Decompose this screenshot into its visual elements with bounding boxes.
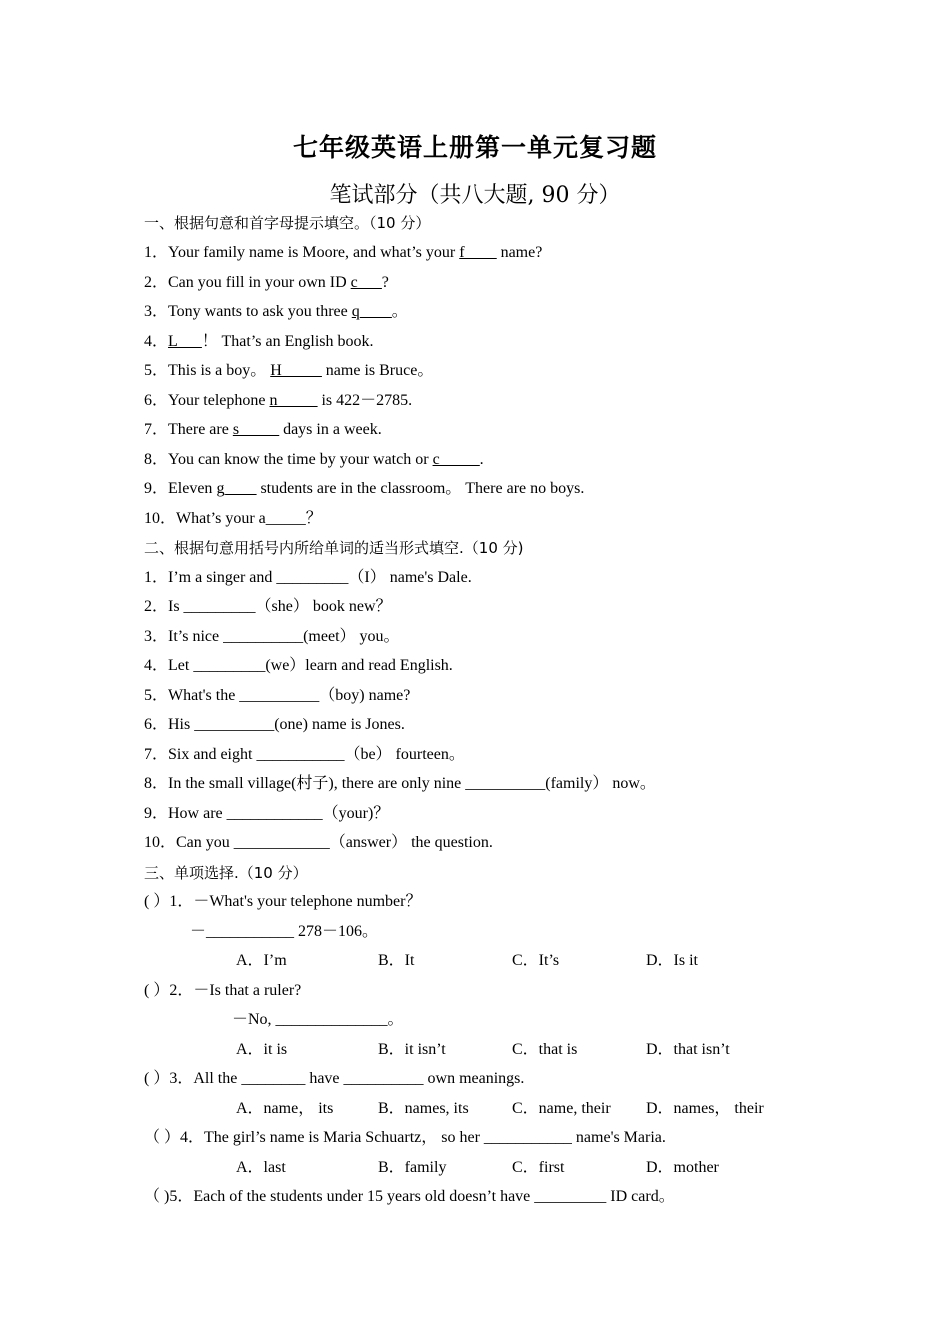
page-subtitle: 笔试部分（共八大题, 90 分）: [329, 183, 621, 208]
s2-item-10: 10．Can you ____________（answer） the question.: [144, 834, 493, 851]
s1-item-8: 8．You can know the time by your watch or c_____.: [144, 451, 484, 468]
s2-item-9: 9．How are ____________（your)？: [144, 805, 390, 822]
s2-item-4: 4．Let _________(we）learn and read English.: [144, 657, 453, 674]
s2-item-8: 8．In the small village(村子), there are only nine __________(family） now。: [144, 775, 656, 792]
s3-q4-option-d: D．mother: [646, 1159, 719, 1176]
s3-q4-stem: （ ）4．The girl’s name is Maria Schuartz， so her ___________ name's Maria.: [144, 1129, 666, 1146]
s3-q3-option-b: B．names, its: [378, 1100, 469, 1117]
page-title: 七年级英语上册第一单元复习题: [292, 133, 657, 162]
s3-q4-option-a: A．last: [236, 1159, 286, 1176]
s3-q2-stem: ( ）2．－Is that a ruler?: [144, 982, 302, 999]
s3-q3-option-c: C．name, their: [512, 1100, 611, 1117]
s1-item-10: 10．What’s your a_____？: [144, 510, 322, 527]
s2-item-6: 6．His __________(one) name is Jones.: [144, 716, 405, 733]
s3-q1-sub: －___________ 278－106。: [190, 923, 379, 940]
s1-item-2: 2．Can you fill in your own ID c___?: [144, 274, 389, 291]
s2-item-1: 1．I’m a singer and _________（I） name's Dale.: [144, 569, 472, 586]
s3-q4-option-c: C．first: [512, 1159, 565, 1176]
s2-item-5: 5．What's the __________（boy) name?: [144, 687, 411, 704]
s3-q3-option-d: D．names， their: [646, 1100, 764, 1117]
s3-q1-option-b: B．It: [378, 952, 415, 969]
s3-q1-option-d: D．Is it: [646, 952, 699, 969]
s3-q2-sub: －No, ______________。: [232, 1011, 404, 1028]
section-2-heading: 二、根据句意用括号内所给单词的适当形式填空.（10 分): [144, 539, 524, 557]
section-3-heading: 三、单项选择.（10 分）: [144, 864, 308, 882]
s3-q5-stem: （ )5．Each of the students under 15 years old doesn’t have _________ ID card。: [144, 1188, 675, 1205]
s2-item-2: 2．Is _________（she） book new？: [144, 598, 392, 615]
s3-q2-option-b: B．it isn’t: [378, 1041, 446, 1058]
s3-q3-option-a: A．name， its: [236, 1100, 334, 1117]
s1-item-4: 4．L___！ That’s an English book.: [144, 333, 374, 350]
s1-item-9: 9．Eleven g____ students are in the classroom。 There are no boys.: [144, 480, 585, 497]
s2-item-7: 7．Six and eight ___________（be） fourteen。: [144, 746, 465, 763]
s3-q1-stem: ( ）1．－What's your telephone number？: [144, 893, 422, 910]
s1-item-7: 7．There are s_____ days in a week.: [144, 421, 382, 438]
s3-q2-option-a: A．it is: [236, 1041, 288, 1058]
s1-item-1: 1．Your family name is Moore, and what’s your f____ name?: [144, 244, 543, 261]
s2-item-3: 3．It’s nice __________(meet） you。: [144, 628, 400, 645]
s3-q3-stem: ( ）3．All the ________ have __________ own meanings.: [144, 1070, 525, 1087]
s3-q1-option-c: C．It’s: [512, 952, 560, 969]
s1-item-3: 3．Tony wants to ask you three q____。: [144, 303, 408, 320]
section-1-heading: 一、根据句意和首字母提示填空。（10 分）: [144, 214, 431, 232]
s1-item-6: 6．Your telephone n_____ is 422－2785.: [144, 392, 413, 409]
s3-q2-option-d: D．that isn’t: [646, 1041, 730, 1058]
s3-q1-option-a: A．I’m: [236, 952, 287, 969]
s3-q2-option-c: C．that is: [512, 1041, 578, 1058]
s1-item-5: 5．This is a boy。 H_____ name is Bruce。: [144, 362, 434, 379]
s3-q4-option-b: B．family: [378, 1159, 447, 1176]
